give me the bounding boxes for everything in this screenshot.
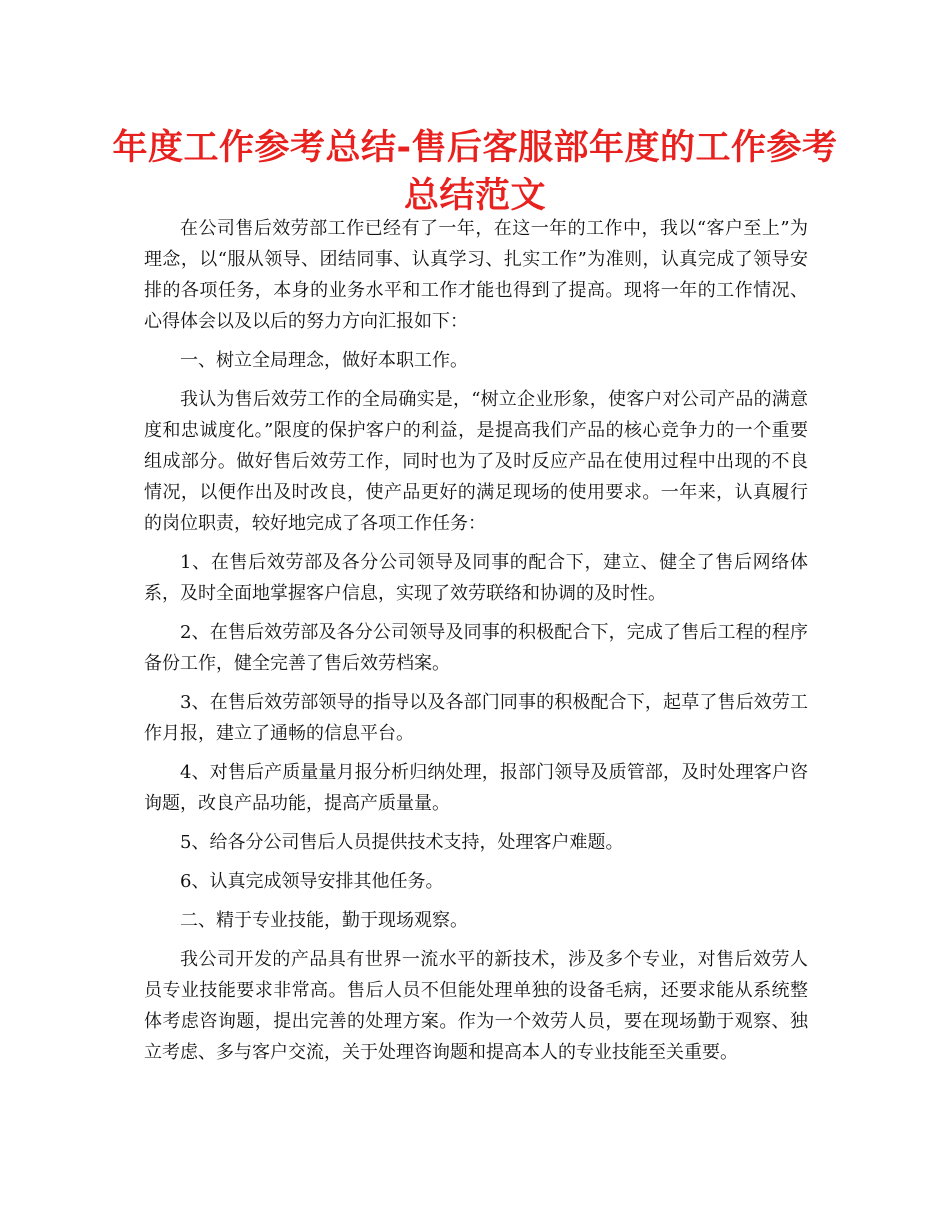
paragraph: 我公司开发的产品具有世界一流水平的新技术，涉及多个专业，对售后效劳人员专业技能要求非常高。售后人员不但能处理单独的设备毛病，还要求能从系统整体考虑咨询题，提出完善的处理方案。作为一个效劳人员，要在现场勤于观察、独立考虑、多与客户交流，关于处理咨询题和提高本人的专业技能至关重要。 xyxy=(144,949,808,1063)
paragraph: 二、精于专业技能，勤于现场观察。 xyxy=(180,910,468,931)
paragraph: 4、对售后产质量量月报分析归纳处理，报部门领导及质管部，及时处理客户咨询题，改良产品功能，提高产质量量。 xyxy=(144,762,808,814)
paragraph: 6、认真完成领导安排其他任务。 xyxy=(180,871,444,892)
document-title: 年度工作参考总结-售后客服部年度的工作参考总结范文 xyxy=(112,128,838,216)
document-body xyxy=(144,213,808,1076)
paragraph: 我认为售后效劳工作的全局确实是，“树立企业形象，使客户对公司产品的满意度和忠诚度化。”限度的保护客户的利益，是提高我们产品的核心竞争力的一个重要组成部分。做好售后效劳工作，同时也为了及时反应产品在使用过程中出现的不良情况，以便作出及时改良，使产品更好的满足现场的使用要求。一年来，认真履行的岗位职责，较好地完成了各项工作任务： xyxy=(144,389,808,534)
paragraph: 一、树立全局理念，做好本职工作。 xyxy=(180,350,468,371)
paragraph: 3、在售后效劳部领导的指导以及各部门同事的积极配合下，起草了售后效劳工作月报，建立了通畅的信息平台。 xyxy=(144,692,808,744)
paragraph: 2、在售后效劳部及各分公司领导及同事的积极配合下，完成了售后工程的程序备份工作，健全完善了售后效劳档案。 xyxy=(144,622,808,674)
paragraph: 5、给各分公司售后人员提供技术支持，处理客户难题。 xyxy=(180,832,624,853)
paragraph: 在公司售后效劳部工作已经有了一年，在这一年的工作中，我以“客户至上”为理念，以“服从领导、团结同事、认真学习、扎实工作”为准则，认真完成了领导安排的各项任务，本身的业务水平和工作才能也得到了提高。现将一年的工作情况、心得体会以及以后的努力方向汇报如下： xyxy=(144,218,808,332)
paragraph: 1、在售后效劳部及各分公司领导及同事的配合下，建立、健全了售后网络体系，及时全面地掌握客户信息，实现了效劳联络和协调的及时性。 xyxy=(144,552,808,604)
